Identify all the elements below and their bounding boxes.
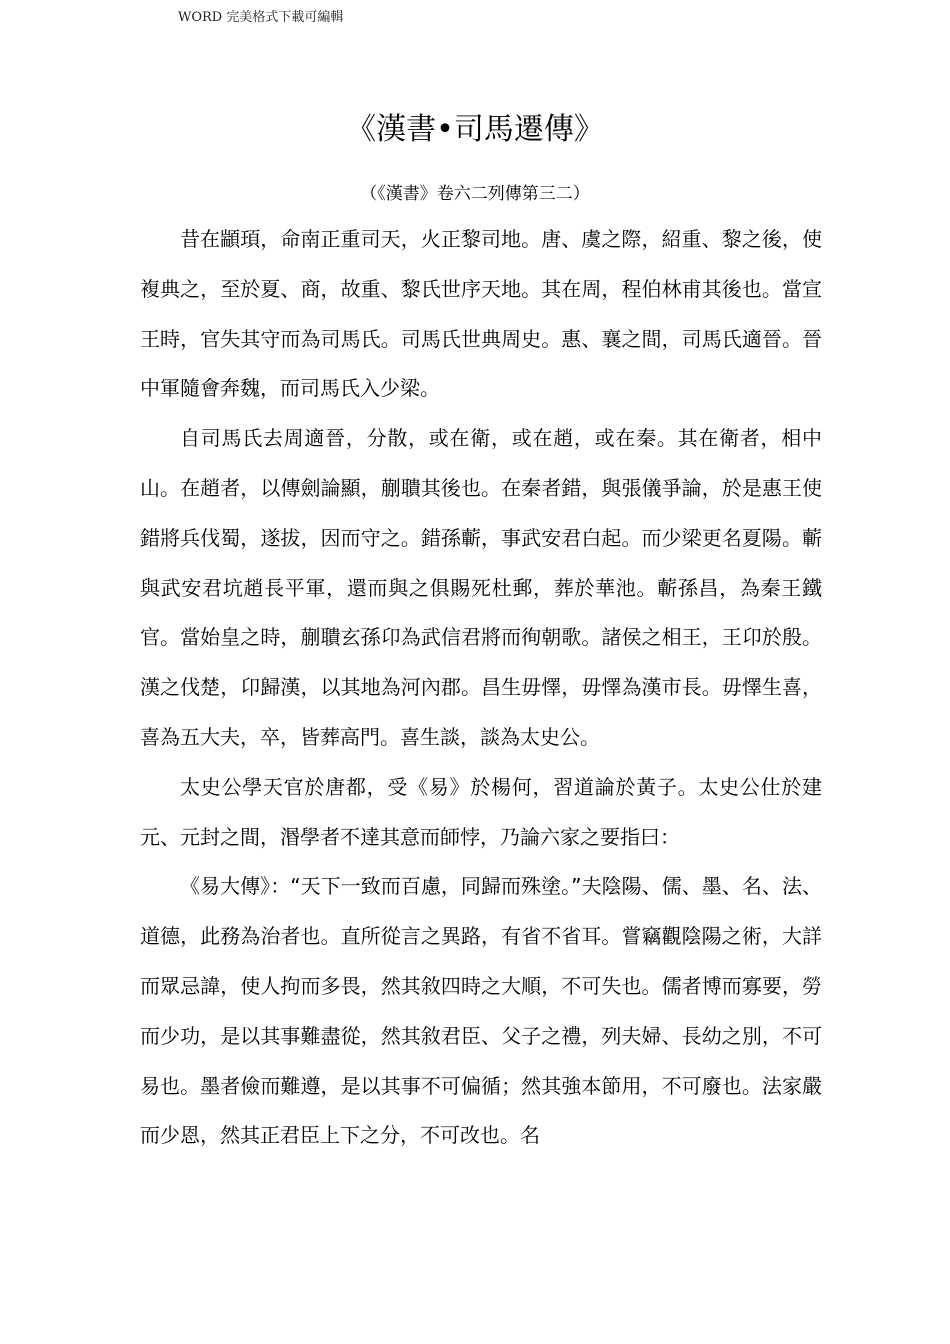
document-title: 《漢書•司馬遷傳》: [346, 112, 604, 147]
paragraph-4: 《易大傳》：“天下一致而百慮，同歸而殊塗。”夫陰陽、儒、墨、名、法、道德，此務為治者也。直所從言之異路，有省不省耳。嘗竊觀陰陽之術，大詳而眾忌諱，使人拘而多畏，然其敘四時之大順，不可失也。儒者博而寡要，勞而少功，是以其事難盡從，然其敘君臣、父子之禮，列夫婦、長幼之別，不可易也。墨者儉而難遵，是以其事不可偏循；然其強本節用，不可廢也。法家嚴而少恩，然其正君臣上下之分，不可改也。名: [140, 874, 822, 1148]
paragraph-1: 昔在顓頊，命南正重司天，火正黎司地。唐、虞之際，紹重、黎之後，使複典之，至於夏、商，故重、黎氏世序天地。其在周，程伯林甫其後也。當宣王時，官失其守而為司馬氏。司馬氏世典周史。惠、襄之間，司馬氏適晉。晉中軍隨會奔魏，而司馬氏入少梁。: [140, 227, 822, 401]
page-header-watermark: WORD 完美格式下載可編輯: [178, 10, 344, 25]
paragraph-3: 太史公學天官於唐都，受《易》於楊何，習道論於黃子。太史公仕於建元、元封之間，湣學者不達其意而師悖，乃論六家之要指曰：: [140, 774, 822, 849]
paragraph-2: 自司馬氏去周適晉，分散，或在衛，或在趙，或在秦。其在衛者，相中山。在趙者，以傳劍論顯，蒯聵其後也。在秦者錯，與張儀爭論，於是惠王使錯將兵伐蜀，遂拔，因而守之。錯孫蘄，事武安君白起。而少梁更名夏陽。蘄與武安君坑趙長平軍，還而與之俱賜死杜郵，葬於華池。蘄孫昌，為秦王鐵官。當始皇之時，蒯聵玄孫卬為武信君將而徇朝歌。諸侯之相王，王卬於殷。漢之伐楚，卬歸漢，以其地為河內郡。昌生毋懌，毋懌為漢市長。毋懌生喜，喜為五大夫，卒，皆葬高門。喜生談，談為太史公。: [140, 426, 822, 749]
document-body: [140, 215, 822, 1161]
document-subtitle: （《漢書》卷六二列傳第三二）: [360, 184, 590, 204]
